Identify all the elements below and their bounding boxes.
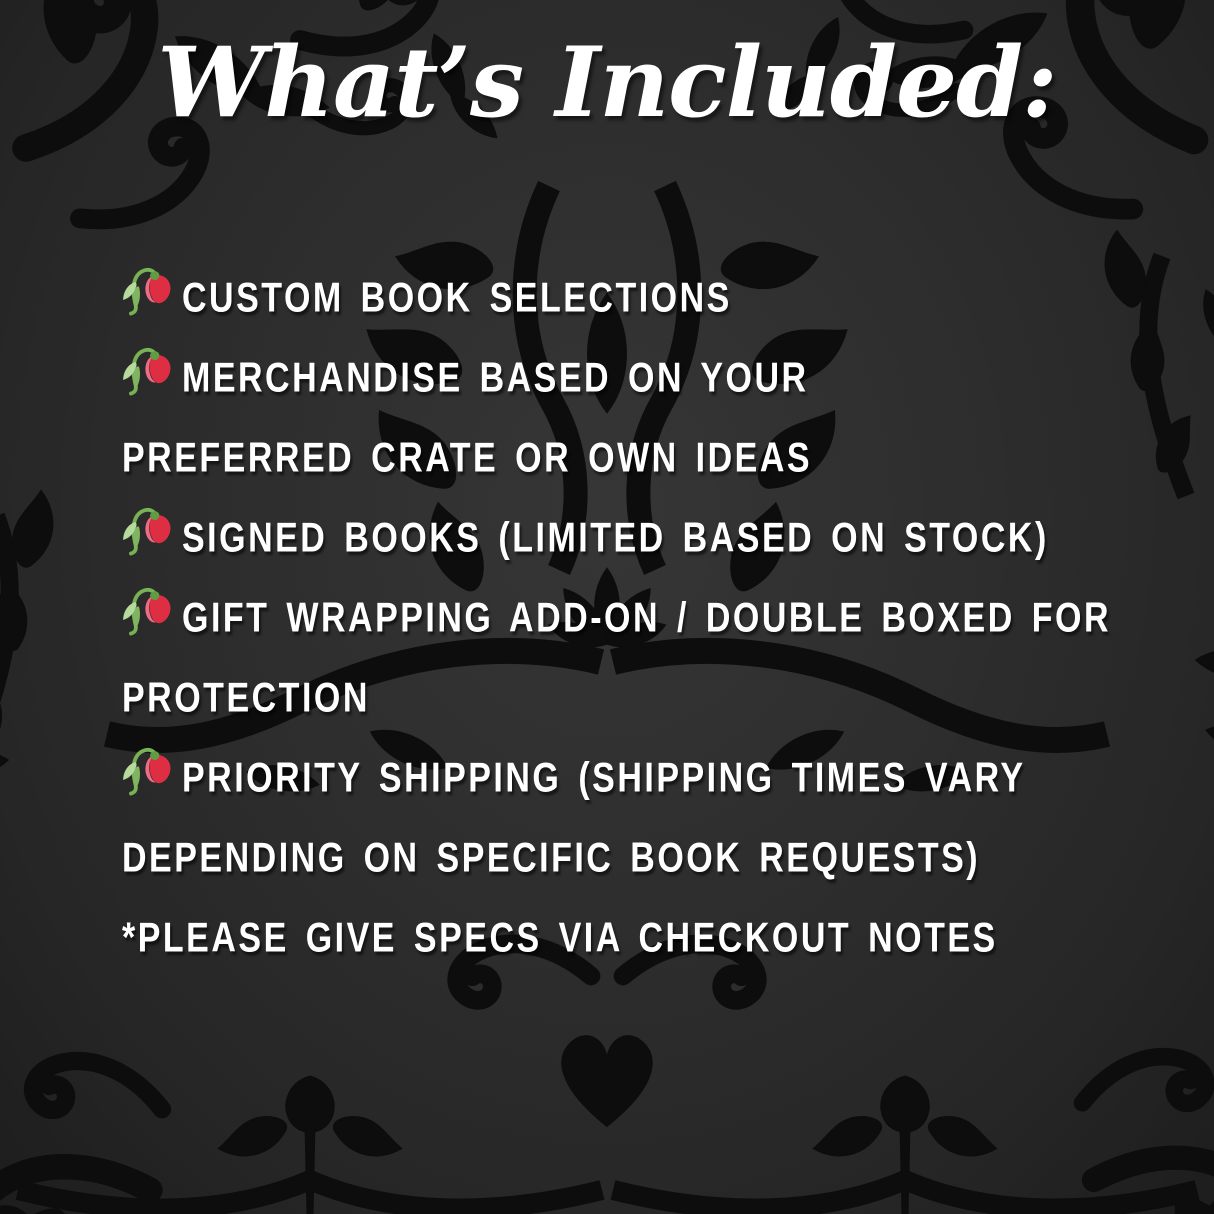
- list-line: [122, 258, 1174, 338]
- wilted-rose-icon: [122, 264, 176, 318]
- list-line-text: DEPENDING ON SPECIFIC BOOK REQUESTS): [122, 834, 981, 881]
- list-line: [122, 818, 1174, 898]
- included-list: [122, 258, 1174, 978]
- page-title: What’s Included:: [157, 26, 1057, 139]
- wilted-rose-icon: [122, 744, 176, 798]
- list-line-text: PRIORITY SHIPPING (SHIPPING TIMES VARY: [182, 754, 1026, 801]
- wilted-rose-icon: [122, 584, 176, 638]
- list-line: [122, 658, 1174, 738]
- list-line-text: CUSTOM BOOK SELECTIONS: [182, 274, 732, 321]
- list-line: [122, 418, 1174, 498]
- list-line: [122, 498, 1174, 578]
- list-line: [122, 738, 1174, 818]
- wilted-rose-icon: [122, 504, 176, 558]
- list-line-text: PREFERRED CRATE OR OWN IDEAS: [122, 434, 813, 481]
- list-line-text: PROTECTION: [122, 674, 370, 721]
- list-line-text: SIGNED BOOKS (LIMITED BASED ON STOCK): [182, 514, 1049, 561]
- list-line-text: MERCHANDISE BASED ON YOUR: [182, 354, 809, 401]
- list-line-text: GIFT WRAPPING ADD-ON / DOUBLE BOXED FOR: [182, 594, 1112, 641]
- list-line: [122, 898, 1174, 978]
- list-line: [122, 338, 1174, 418]
- wilted-rose-icon: [122, 344, 176, 398]
- list-line-text: *PLEASE GIVE SPECS VIA CHECKOUT NOTES: [122, 914, 998, 961]
- list-line: [122, 578, 1174, 658]
